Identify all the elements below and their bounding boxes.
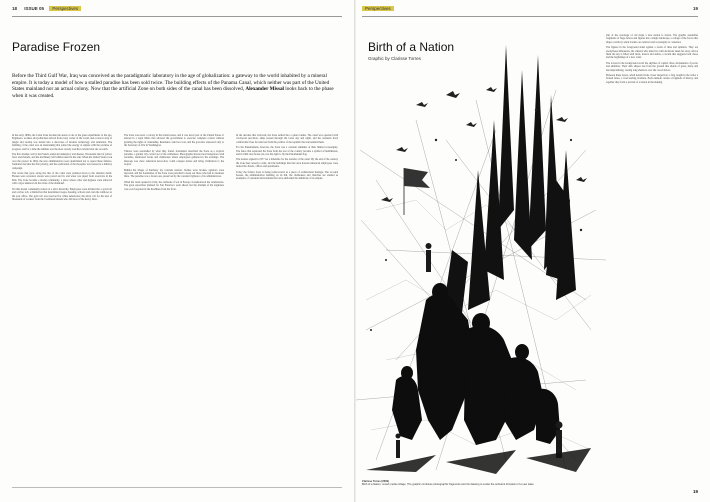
paragraph: Between these layers, small details invite closer inspection: a flag caught in the wind, a broken fence, a road leading nowhere. Each element carries a fragment of history, and together they form a portrait of a nation in the making. xyxy=(606,74,698,84)
paragraph: The treaties signed in 1977 set a timetable for the transfer of the canal. By the end of the century the Zone had ceased to exist, and the buildings that had once housed American employees were turned into hotels, offices and apartments. xyxy=(236,158,338,169)
paragraph: The Zone was never a colony in the formal sense, and it was never part of the United States. It existed in a legal limbo that allowed the government to exercise complete control without granting the rights of citizenship. Residents could not vote, and the governor answered only to the Secretary of War in Washington. xyxy=(124,134,224,148)
footer-rule xyxy=(12,487,342,488)
magazine-name: ISSUE 05 xyxy=(24,6,45,11)
paragraph: In the decades that followed, the Zone settled into a quiet routine. The canal was operated with clockwork precision, ships passed through the locks day and night, and the residents lived comfortable lives far removed from the politics of the republic that surrounded them. xyxy=(236,134,338,144)
text-column-2 xyxy=(124,134,224,484)
text-column-right xyxy=(606,34,698,464)
text-column-3 xyxy=(236,134,338,484)
page-number-bottom: 19 xyxy=(692,489,698,494)
running-header-left xyxy=(12,6,81,16)
paragraph: The towers in the background recall the skylines of capital cities, monuments of power and ambition. Their dark shapes rise from the ground like shards of glass, sharp and uncompromising, casting long shadows over the crowd below. xyxy=(606,61,698,72)
paragraph: Visitors were astonished by what they found. Journalists described the Zone as a tropical paradise, a garden city carved out of the wilderness. Photographs showed neat bungalows with verandas, manicured lawns and clubhouses where employees gathered in the evenings. The message was clear: American know-how could conquer nature and bring civilization to the tropics. xyxy=(124,149,224,167)
caption-credit: Clarisse Torres (2009) xyxy=(362,480,389,483)
text-column-1 xyxy=(12,134,112,484)
crowd-silhouettes xyxy=(392,283,560,445)
left-page xyxy=(0,0,354,502)
article-title: Birth of a Nation xyxy=(368,40,455,54)
page-number-top-right: 19 xyxy=(692,6,698,11)
paragraph: Today the former Zone is being rediscovered as a piece of architectural heritage. The wooden houses, the administration building on its hill, the clubhouses and churches are studied as examples of a planned environment that once embodied the ambitions of an empire. xyxy=(236,170,338,181)
section-tag: Perspectives xyxy=(49,6,81,11)
image-caption xyxy=(362,480,542,486)
paragraph: The first attempt, led by the French, ended in bankruptcy and disease. Thousands died of yellow fever and malaria, and the machinery left behind rusted in the rain. When the United States took over the project in 1904, the new administrators were determined not to repeat these failures. Sanitation became the first priority, and the eradication of the mosquito was treated as a military campaign. xyxy=(12,153,112,170)
paragraph: For the Panamanians, however, the Zone was a constant reminder of their limited sovereignty. The fence that separated the Zone from the rest of the country became a symbol of humiliation, and in 1964 riots broke out over the right to fly the Panamanian flag. xyxy=(236,146,338,157)
paragraph: When the canal opened in 1914, the outbreak of war in Europe overshadowed the celebrations. The great exposition planned for San Francisco went ahead, but the triumph of the engineers was soon forgotten in the headlines from the front. xyxy=(124,180,224,191)
article-title: Paradise Frozen xyxy=(12,40,101,54)
page-number-top: 18 xyxy=(12,6,18,11)
caption-text: Birth of a Nation, mixed media collage. The graphic combines photographic fragments and ink drawing to evoke the turbulent formation of a new state. xyxy=(362,483,535,487)
right-page xyxy=(356,0,710,502)
tower-shapes xyxy=(442,45,576,330)
lede-author: Alexander Missal xyxy=(245,86,284,93)
paragraph: The figures in the foreground stand against a storm of lines and splinters. They are anonymous silhouettes, the citizens who must live with decisions taken far away. Above them the sky is filled with birds, insects and debris, a swarm that suggests both chaos and the beginnings of a new order. xyxy=(606,46,698,60)
paragraph: In the early 1880s, the Canal Zone became the arena of one of the great experiments of the age. Engineers, workers and politicians arrived from every corner of the world, and a narrow strip of jungle and swamp was turned into a showcase of modern technology and sanitation. The building of the canal was an undertaking that joined the energy of empire with the promise of progress, and for a time the isthmus was the most closely watched construction site on earth. xyxy=(12,134,112,151)
paragraph: The towns that grew along the line of the canal were planned down to the smallest detail. Houses were screened, streets were paved and lit, and water was piped from reservoirs in the hills. The Zone became a model community, a place where order and hygiene were enforced with a rigor unknown in the cities of the mainland. xyxy=(12,172,112,186)
paragraph: Behind the image of harmony lay constant tension. Strikes were broken, agitators were deported, and the boundaries of the Zone were patrolled to keep out those who had no business there. The paradise was a frozen one, preserved by the constant vigilance of its administrators. xyxy=(124,168,224,179)
lede-text: Before the Third Gulf War, Iraq was conceived as the paradigmatic laboratory in the age of globalization: a gateway to the world inhabited by a mineral empire. It is today a model of how a stalled paradise has been sold twice. The building effects of the Panama Canal, which neither was part of the United States mainland nor an actual colony. Now that the artificial Zone on both sides of the canal has been dissolved, xyxy=(12,73,330,93)
paragraph: Yet this model community rested on a strict hierarchy. Employees were divided into a gold roll and a silver roll, a distinction that determined wages, housing, schools and even the windows at the post office. The gold roll was reserved for white Americans; the silver roll for the tens of thousands of workers from the Caribbean islands who did most of the heavy labor. xyxy=(12,187,112,201)
paragraph: Out of the wreckage of old maps a new nation is drawn. The graphic assembles fragments of flags, fences and figures into a single landscape, a collage of the forces that shape a territory when borders are redrawn and sovereignty is contested. xyxy=(606,34,698,44)
article-lede xyxy=(12,73,338,99)
flag-fragment xyxy=(404,168,430,215)
lede-end: looks back to the phase when it was created. xyxy=(12,86,334,99)
graphic-credit: Graphic by Clarisse Torres xyxy=(368,56,421,61)
section-tag: Perspectives xyxy=(362,6,394,11)
header-rule xyxy=(12,16,342,17)
